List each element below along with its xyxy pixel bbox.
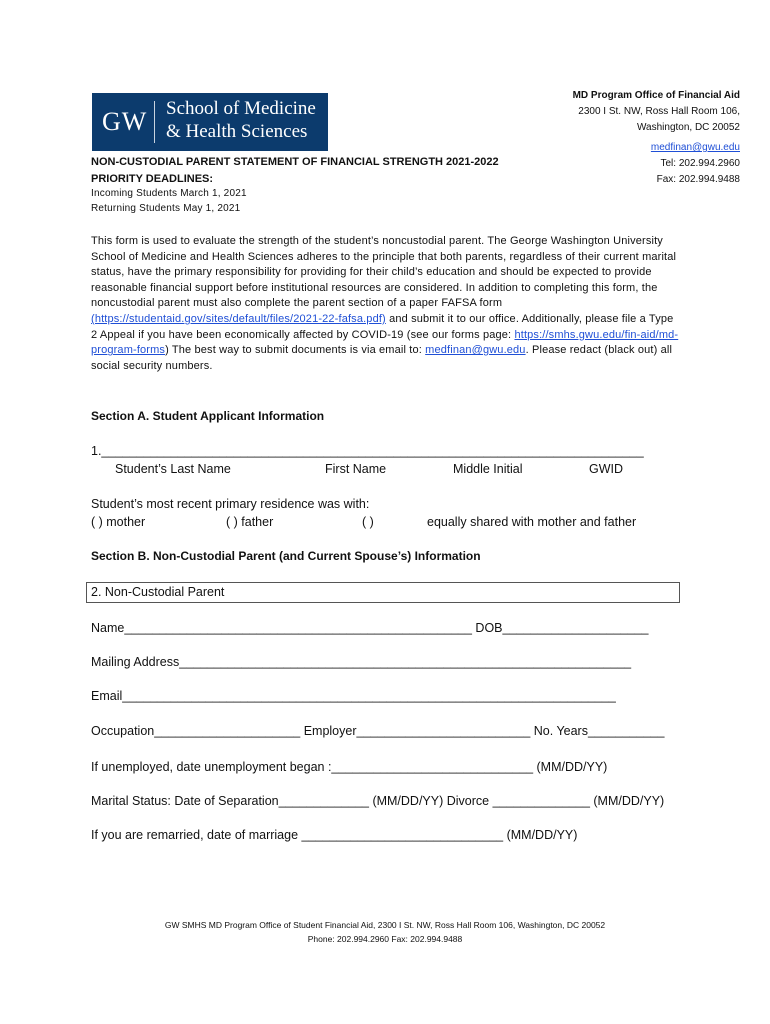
submit-email-link[interactable]: medfinan@gwu.edu (425, 344, 526, 357)
remarried-date-line[interactable]: If you are remarried, date of marriage _____________________________ (MM/DD/YY) (91, 828, 578, 842)
office-fax: Fax: 202.994.9488 (656, 174, 740, 185)
option-mother[interactable]: ( ) mother (91, 515, 146, 529)
priority-deadlines-heading: PRIORITY DEADLINES: (91, 173, 214, 185)
name-dob-line[interactable]: Name__________________________________________________ DOB_____________________ (91, 621, 649, 635)
footer-address: GW SMHS MD Program Office of Student Financial Aid, 2300 I St. NW, Ross Hall Room 106, Washington, DC 20052 (164, 920, 606, 930)
occupation-employer-line[interactable]: Occupation_____________________ Employer_________________________ No. Years___________ (91, 724, 665, 738)
intro-text-4: . Please redact (black out) all social security numbers. (91, 344, 673, 372)
form-title: NON-CUSTODIAL PARENT STATEMENT OF FINANCIAL STRENGTH 2021-2022 (91, 156, 499, 168)
office-tel: Tel: 202.994.2960 (660, 158, 740, 169)
logo-line-1: School of Medicine (166, 98, 316, 119)
deadlines-list (91, 186, 247, 216)
option-shared-checkbox[interactable]: ( ) (362, 515, 374, 529)
student-name-line[interactable]: 1.______________________________________________________________________________ (91, 444, 644, 458)
intro-paragraph (91, 234, 681, 374)
form-title-block (91, 154, 499, 188)
first-name-label: First Name (325, 462, 387, 476)
gw-smhs-logo (92, 93, 328, 151)
residence-question: Student’s most recent primary residence was with: (91, 497, 370, 511)
logo-divider (154, 101, 155, 143)
fafsa-link[interactable]: (https://studentaid.gov/sites/default/files/2021-22-fafsa.pdf) (91, 312, 386, 325)
office-address-1: 2300 I St. NW, Ross Hall Room 106, (578, 106, 740, 117)
forms-page-link[interactable]: https://smhs.gwu.edu/fin-aid/md-program-forms (91, 328, 679, 357)
marital-status-line[interactable]: Marital Status: Date of Separation_____________ (MM/DD/YY) Divorce ______________ (MM/DD/YY) (91, 794, 665, 808)
middle-initial-label: Middle Initial (453, 462, 523, 476)
section-b-heading: Section B. Non-Custodial Parent (and Current Spouse’s) Information (91, 549, 481, 563)
last-name-label: Student’s Last Name (115, 462, 231, 476)
intro-text-2: and submit it to our office. Additionally, please file a Type 2 Appeal if you have been economically affected by COVID-19 (see our forms page: (91, 312, 674, 341)
non-custodial-parent-box (86, 582, 680, 603)
intro-text-1: This form is used to evaluate the strength of the student’s noncustodial parent. The George Washington University School of Medicine and Health Sciences adheres to the principle that both parents, regardless of their current marital status, have the primary responsibility for providing for their child’s education and should be expected to provide reasonable financial support before institutional resources are considered. In addition to completing this form, the noncustodial parent must also complete the parent section of a paper FAFSA form (91, 235, 677, 310)
office-address-2: Washington, DC 20052 (636, 122, 740, 133)
section-a-heading: Section A. Student Applicant Information (91, 409, 325, 423)
non-custodial-parent-label: 2. Non-Custodial Parent (91, 585, 225, 599)
office-name: MD Program Office of Financial Aid (572, 90, 740, 101)
unemployment-date-line[interactable]: If unemployed, date unemployment began :_____________________________ (MM/DD/YY) (91, 760, 608, 774)
page-footer (0, 918, 770, 946)
office-email-link[interactable]: medfinan@gwu.edu (650, 142, 740, 153)
deadline-incoming: Incoming Students March 1, 2021 (91, 188, 247, 199)
option-shared-label: equally shared with mother and father (427, 515, 637, 529)
gwid-label: GWID (589, 462, 624, 476)
email-line[interactable]: Email_______________________________________________________________________ (91, 689, 616, 703)
logo-gw-text: GW (102, 107, 148, 136)
logo-line-2: & Health Sciences (166, 121, 308, 142)
mailing-address-line[interactable]: Mailing Address_________________________________________________________________ (91, 655, 632, 669)
footer-phone-fax: Phone: 202.994.2960 Fax: 202.994.9488 (307, 934, 463, 944)
office-contact-block (573, 88, 740, 188)
intro-text-3: ) The best way to submit documents is via email to: (165, 344, 426, 357)
deadline-returning: Returning Students May 1, 2021 (91, 203, 241, 214)
option-father[interactable]: ( ) father (226, 515, 274, 529)
